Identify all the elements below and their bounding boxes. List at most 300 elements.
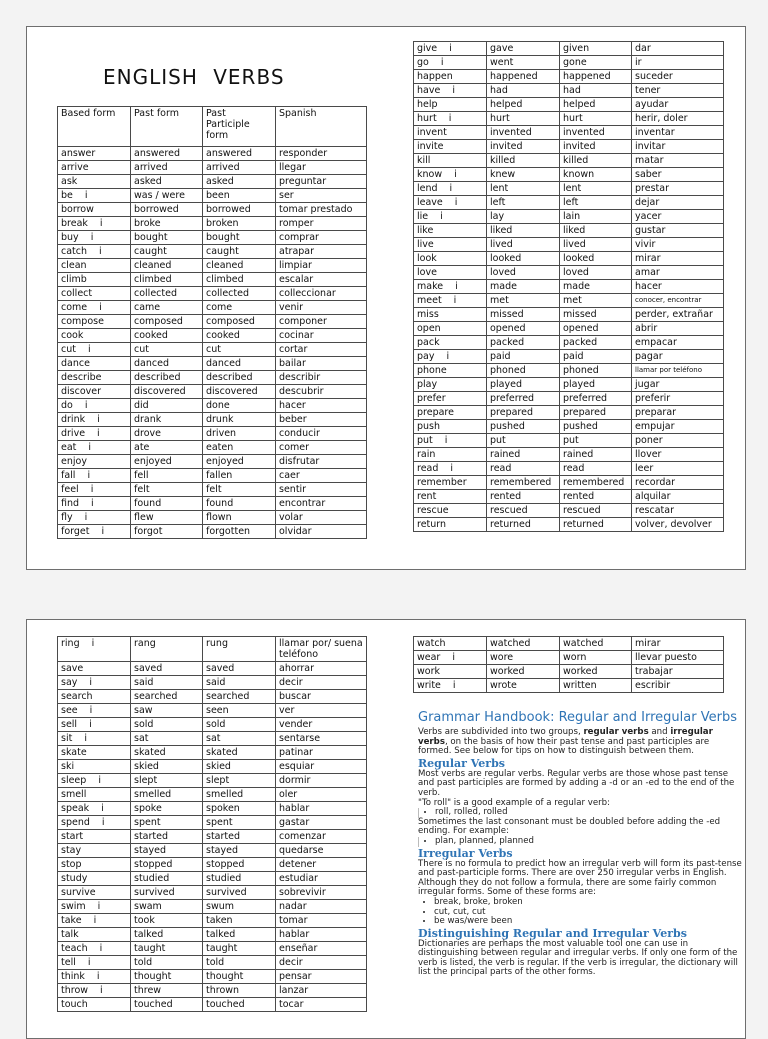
cell-base-form bbox=[58, 343, 131, 357]
cell-past-form: rained bbox=[487, 448, 560, 462]
cell-base-form bbox=[58, 830, 131, 844]
table-row bbox=[414, 140, 724, 154]
document-page-1 bbox=[26, 26, 746, 570]
cell-spanish: dar bbox=[632, 42, 724, 56]
irregular-marker: i bbox=[453, 295, 457, 306]
verb-base-text: drink bbox=[61, 414, 86, 425]
cell-past-participle: enjoyed bbox=[203, 455, 276, 469]
verb-base-text: swim bbox=[61, 901, 86, 912]
cell-base-form bbox=[414, 336, 487, 350]
cell-past-form: preferred bbox=[487, 392, 560, 406]
cell-spanish: ser bbox=[276, 189, 367, 203]
cell-past-form: left bbox=[487, 196, 560, 210]
cell-past-participle: pushed bbox=[560, 420, 632, 434]
cell-base-form bbox=[414, 252, 487, 266]
cell-spanish: trabajar bbox=[632, 665, 724, 679]
cell-past-participle: lain bbox=[560, 210, 632, 224]
cell-past-form: searched bbox=[131, 690, 203, 704]
cell-spanish: olvidar bbox=[276, 525, 367, 539]
verb-base-text: break bbox=[61, 218, 88, 229]
table-row bbox=[414, 406, 724, 420]
cell-spanish: oler bbox=[276, 788, 367, 802]
cell-past-participle: worked bbox=[560, 665, 632, 679]
header-spanish: Spanish bbox=[276, 107, 367, 147]
cell-spanish: cortar bbox=[276, 343, 367, 357]
cell-past-participle: lent bbox=[560, 182, 632, 196]
intro-text: Verbs are subdivided into two groups, bbox=[418, 727, 584, 737]
cell-past-participle: felt bbox=[203, 483, 276, 497]
cell-base-form bbox=[58, 746, 131, 760]
cell-past-form: composed bbox=[131, 315, 203, 329]
verb-base-text: help bbox=[417, 99, 438, 110]
table-row bbox=[414, 308, 724, 322]
verb-base-text: give bbox=[417, 43, 438, 54]
cell-past-participle: played bbox=[560, 378, 632, 392]
irregular-verbs-text: There is no formula to predict how an irregular verb will form its past-tense and past-participle forms. There are over 250 irregular verbs in English. Although they do not follow a formula, there are some fairly common irregular forms. Some of these forms are: bbox=[418, 858, 742, 898]
cell-past-participle: put bbox=[560, 434, 632, 448]
table-row bbox=[58, 984, 367, 998]
cell-past-form: played bbox=[487, 378, 560, 392]
table-row bbox=[58, 844, 367, 858]
table-row bbox=[414, 42, 724, 56]
irregular-marker: i bbox=[101, 817, 105, 828]
cell-base-form bbox=[414, 637, 487, 651]
cell-base-form bbox=[414, 126, 487, 140]
cell-past-form: bought bbox=[131, 231, 203, 245]
cell-past-form: lay bbox=[487, 210, 560, 224]
cell-base-form bbox=[414, 140, 487, 154]
cell-spanish: prestar bbox=[632, 182, 724, 196]
cell-past-participle: taken bbox=[203, 914, 276, 928]
irregular-marker: i bbox=[88, 442, 92, 453]
verb-base-text: rescue bbox=[417, 505, 449, 516]
table-row bbox=[58, 469, 367, 483]
cell-past-participle: cleaned bbox=[203, 259, 276, 273]
cell-past-form: put bbox=[487, 434, 560, 448]
table-row bbox=[414, 462, 724, 476]
irregular-marker: i bbox=[97, 428, 100, 439]
cell-past-participle: survived bbox=[203, 886, 276, 900]
cell-past-form: opened bbox=[487, 322, 560, 336]
cell-base-form bbox=[414, 266, 487, 280]
page-title: ENGLISH VERBS bbox=[103, 65, 285, 89]
irregular-marker: i bbox=[89, 719, 92, 730]
cell-spanish: amar bbox=[632, 266, 724, 280]
cell-base-form bbox=[58, 427, 131, 441]
cell-spanish: tomar prestado bbox=[276, 203, 367, 217]
cell-past-form: helped bbox=[487, 98, 560, 112]
table-row bbox=[58, 872, 367, 886]
cell-past-form: packed bbox=[487, 336, 560, 350]
cell-past-form: studied bbox=[131, 872, 203, 886]
cell-past-form: looked bbox=[487, 252, 560, 266]
cell-past-form: felt bbox=[131, 483, 203, 497]
cell-past-participle: caught bbox=[203, 245, 276, 259]
header-based-form: Based form bbox=[58, 107, 131, 147]
cell-past-participle: composed bbox=[203, 315, 276, 329]
cell-spanish: romper bbox=[276, 217, 367, 231]
cell-past-form: broke bbox=[131, 217, 203, 231]
table-row bbox=[58, 315, 367, 329]
cell-past-form: enjoyed bbox=[131, 455, 203, 469]
cell-spanish: estudiar bbox=[276, 872, 367, 886]
cell-spanish: empujar bbox=[632, 420, 724, 434]
cell-past-participle: helped bbox=[560, 98, 632, 112]
cell-past-form: taught bbox=[131, 942, 203, 956]
verb-base-text: sell bbox=[61, 719, 78, 730]
cell-base-form bbox=[58, 357, 131, 371]
cell-past-participle: phoned bbox=[560, 364, 632, 378]
cell-spanish: venir bbox=[276, 301, 367, 315]
cell-base-form bbox=[414, 196, 487, 210]
cell-base-form bbox=[414, 420, 487, 434]
table-row bbox=[58, 746, 367, 760]
cell-past-participle: borrowed bbox=[203, 203, 276, 217]
table-row bbox=[414, 280, 724, 294]
cell-past-participle: made bbox=[560, 280, 632, 294]
cell-spanish: caer bbox=[276, 469, 367, 483]
verb-base-text: stop bbox=[61, 859, 82, 870]
cell-past-participle: remembered bbox=[560, 476, 632, 490]
cell-spanish: bailar bbox=[276, 357, 367, 371]
cell-base-form bbox=[58, 718, 131, 732]
verb-base-text: invent bbox=[417, 127, 447, 138]
cell-past-participle: thrown bbox=[203, 984, 276, 998]
irregular-marker: i bbox=[91, 498, 94, 509]
verb-base-text: speak bbox=[61, 803, 90, 814]
cell-past-form: paid bbox=[487, 350, 560, 364]
cell-spanish: sentir bbox=[276, 483, 367, 497]
cell-past-form: sold bbox=[131, 718, 203, 732]
cell-past-form: spoke bbox=[131, 802, 203, 816]
cell-spanish: preparar bbox=[632, 406, 724, 420]
table-row bbox=[58, 441, 367, 455]
cell-past-form: described bbox=[131, 371, 203, 385]
cell-spanish: escalar bbox=[276, 273, 367, 287]
verb-base-text: live bbox=[417, 239, 434, 250]
table-row bbox=[58, 704, 367, 718]
header-past-participle: Past Participle form bbox=[203, 107, 276, 147]
irregular-marker: i bbox=[449, 183, 453, 194]
cell-past-participle: cut bbox=[203, 343, 276, 357]
cell-spanish: disfrutar bbox=[276, 455, 367, 469]
cell-past-participle: taught bbox=[203, 942, 276, 956]
verb-base-text: return bbox=[417, 519, 447, 530]
cell-spanish: sentarse bbox=[276, 732, 367, 746]
verb-base-text: touch bbox=[61, 999, 88, 1010]
cell-base-form bbox=[414, 434, 487, 448]
irregular-marker: i bbox=[84, 733, 87, 744]
cell-base-form bbox=[414, 679, 487, 693]
cell-past-participle: told bbox=[203, 956, 276, 970]
cell-base-form bbox=[414, 378, 487, 392]
table-row bbox=[414, 476, 724, 490]
irregular-marker: i bbox=[450, 463, 454, 474]
irregular-marker: i bbox=[84, 512, 88, 523]
cell-past-participle: started bbox=[203, 830, 276, 844]
cell-past-form: touched bbox=[131, 998, 203, 1012]
table-row bbox=[58, 371, 367, 385]
cell-spanish: perder, extrañar bbox=[632, 308, 724, 322]
irregular-marker: i bbox=[87, 957, 91, 968]
irregular-marker: i bbox=[101, 803, 104, 814]
irregular-marker: i bbox=[452, 652, 455, 663]
cell-spanish: comprar bbox=[276, 231, 367, 245]
cell-spanish: llover bbox=[632, 448, 724, 462]
table-row bbox=[58, 886, 367, 900]
cell-past-form: wrote bbox=[487, 679, 560, 693]
table-row bbox=[58, 760, 367, 774]
verb-base-text: save bbox=[61, 663, 84, 674]
cell-spanish: vender bbox=[276, 718, 367, 732]
verb-base-text: find bbox=[61, 498, 80, 509]
cell-past-form: knew bbox=[487, 168, 560, 182]
irregular-marker: i bbox=[454, 197, 458, 208]
verb-base-text: climb bbox=[61, 274, 87, 285]
intro-text: and bbox=[648, 727, 671, 737]
table-row bbox=[58, 525, 367, 539]
cell-past-participle: invited bbox=[560, 140, 632, 154]
cell-spanish: abrir bbox=[632, 322, 724, 336]
cell-spanish: alquilar bbox=[632, 490, 724, 504]
table-row bbox=[58, 690, 367, 704]
verb-base-text: pack bbox=[417, 337, 440, 348]
cell-past-form: hurt bbox=[487, 112, 560, 126]
cell-base-form bbox=[414, 504, 487, 518]
irregular-marker: i bbox=[91, 638, 95, 649]
verb-base-text: put bbox=[417, 435, 433, 446]
verb-base-text: write bbox=[417, 680, 441, 691]
table-row bbox=[414, 665, 724, 679]
cell-past-participle: sold bbox=[203, 718, 276, 732]
cell-past-participle: described bbox=[203, 371, 276, 385]
table-row bbox=[58, 287, 367, 301]
cell-past-participle: collected bbox=[203, 287, 276, 301]
cell-past-participle: rented bbox=[560, 490, 632, 504]
cell-past-participle: touched bbox=[203, 998, 276, 1012]
cell-base-form bbox=[414, 168, 487, 182]
cell-past-participle: rung bbox=[203, 637, 276, 662]
irregular-marker: i bbox=[448, 113, 452, 124]
cell-past-form: discovered bbox=[131, 385, 203, 399]
verb-base-text: think bbox=[61, 971, 85, 982]
table-row bbox=[58, 956, 367, 970]
cell-spanish: llegar bbox=[276, 161, 367, 175]
verb-base-text: push bbox=[417, 421, 441, 432]
cell-base-form bbox=[58, 998, 131, 1012]
table-row bbox=[414, 70, 724, 84]
cell-past-participle: known bbox=[560, 168, 632, 182]
cell-past-form: talked bbox=[131, 928, 203, 942]
table-row bbox=[58, 676, 367, 690]
irregular-marker: i bbox=[87, 344, 91, 355]
cell-spanish: colleccionar bbox=[276, 287, 367, 301]
cell-past-participle: thought bbox=[203, 970, 276, 984]
document-page-2 bbox=[26, 619, 746, 1039]
table-row bbox=[414, 168, 724, 182]
cell-base-form bbox=[414, 350, 487, 364]
cell-base-form bbox=[58, 217, 131, 231]
verb-base-text: prepare bbox=[417, 407, 454, 418]
table-row bbox=[58, 413, 367, 427]
table-row bbox=[58, 357, 367, 371]
cell-past-participle: opened bbox=[560, 322, 632, 336]
cell-spanish: conocer, encontrar bbox=[632, 294, 724, 308]
cell-past-form: made bbox=[487, 280, 560, 294]
cell-past-form: phoned bbox=[487, 364, 560, 378]
table-row bbox=[58, 245, 367, 259]
table-row bbox=[414, 294, 724, 308]
cell-base-form bbox=[58, 816, 131, 830]
cell-spanish: vivir bbox=[632, 238, 724, 252]
cell-base-form bbox=[58, 287, 131, 301]
cell-base-form bbox=[58, 886, 131, 900]
cell-past-form: slept bbox=[131, 774, 203, 788]
cell-past-form: saved bbox=[131, 662, 203, 676]
verb-base-text: ring bbox=[61, 638, 80, 649]
table-row bbox=[58, 732, 367, 746]
verb-base-text: clean bbox=[61, 260, 87, 271]
cell-base-form bbox=[414, 476, 487, 490]
cell-past-participle: bought bbox=[203, 231, 276, 245]
table-row bbox=[58, 329, 367, 343]
table-row bbox=[414, 126, 724, 140]
cell-spanish: patinar bbox=[276, 746, 367, 760]
table-row bbox=[414, 490, 724, 504]
cell-spanish: sobrevivir bbox=[276, 886, 367, 900]
distinguishing-text: Dictionaries are perhaps the most valuable tool one can use in distinguishing between regular and irregular verbs. If only one form of the verb is listed, the verb is regular. If the verb is irregular, the dictionary will list the principal parts of the other forms. bbox=[418, 938, 738, 978]
cell-past-participle: liked bbox=[560, 224, 632, 238]
cell-spanish: componer bbox=[276, 315, 367, 329]
cell-base-form bbox=[58, 732, 131, 746]
verb-base-text: take bbox=[61, 915, 82, 926]
cell-spanish: matar bbox=[632, 154, 724, 168]
verb-base-text: talk bbox=[61, 929, 79, 940]
cell-past-form: forgot bbox=[131, 525, 203, 539]
cell-spanish: tocar bbox=[276, 998, 367, 1012]
cell-spanish: jugar bbox=[632, 378, 724, 392]
table-row bbox=[58, 774, 367, 788]
verb-base-text: invite bbox=[417, 141, 444, 152]
cell-past-form: caught bbox=[131, 245, 203, 259]
cell-past-form: went bbox=[487, 56, 560, 70]
cell-past-form: danced bbox=[131, 357, 203, 371]
cell-base-form bbox=[414, 294, 487, 308]
cell-past-participle: lived bbox=[560, 238, 632, 252]
cell-past-form: invited bbox=[487, 140, 560, 154]
verb-base-text: fall bbox=[61, 470, 76, 481]
cell-base-form bbox=[58, 259, 131, 273]
verbs-table-w bbox=[413, 636, 724, 693]
cell-spanish: detener bbox=[276, 858, 367, 872]
cell-base-form bbox=[58, 662, 131, 676]
table-row bbox=[58, 900, 367, 914]
irregular-marker: i bbox=[97, 414, 100, 425]
cell-past-form: cut bbox=[131, 343, 203, 357]
cell-past-participle: looked bbox=[560, 252, 632, 266]
verb-base-text: watch bbox=[417, 638, 446, 649]
cell-past-form: answered bbox=[131, 147, 203, 161]
cell-past-form: rang bbox=[131, 637, 203, 662]
irregular-marker: i bbox=[90, 484, 94, 495]
cell-base-form bbox=[58, 844, 131, 858]
cell-spanish: poner bbox=[632, 434, 724, 448]
verb-base-text: miss bbox=[417, 309, 439, 320]
table-row bbox=[58, 203, 367, 217]
table-row bbox=[414, 154, 724, 168]
cell-base-form bbox=[414, 364, 487, 378]
verb-base-text: study bbox=[61, 873, 88, 884]
cell-past-form: survived bbox=[131, 886, 203, 900]
header-past-form: Past form bbox=[131, 107, 203, 147]
cell-base-form bbox=[58, 914, 131, 928]
verb-base-text: hurt bbox=[417, 113, 437, 124]
double-consonant-text: Sometimes the last consonant must be doubled before adding the -ed ending. For example: bbox=[418, 816, 721, 837]
cell-past-participle: prepared bbox=[560, 406, 632, 420]
verb-base-text: make bbox=[417, 281, 444, 292]
cell-past-form: liked bbox=[487, 224, 560, 238]
cell-base-form bbox=[414, 98, 487, 112]
cell-past-participle: read bbox=[560, 462, 632, 476]
cell-past-participle: drunk bbox=[203, 413, 276, 427]
irregular-marker: i bbox=[87, 470, 91, 481]
irregular-marker: i bbox=[84, 190, 88, 201]
table-row bbox=[58, 914, 367, 928]
cell-past-form: climbed bbox=[131, 273, 203, 287]
regular-verbs-text: Most verbs are regular verbs. Regular verbs are those whose past tense and past participles are formed by adding a -d or an -ed to the end of the verb. bbox=[418, 768, 735, 798]
cell-past-form: thought bbox=[131, 970, 203, 984]
cell-base-form bbox=[58, 385, 131, 399]
verb-base-text: remember bbox=[417, 477, 467, 488]
cell-spanish: nadar bbox=[276, 900, 367, 914]
irregular-marker: i bbox=[444, 435, 448, 446]
grammar-handbook bbox=[418, 710, 744, 978]
cell-past-participle: missed bbox=[560, 308, 632, 322]
cell-base-form bbox=[58, 858, 131, 872]
cell-spanish: mirar bbox=[632, 252, 724, 266]
cell-base-form bbox=[58, 189, 131, 203]
table-row bbox=[58, 301, 367, 315]
intro-text: , on the basis of how their past tense and past participles are formed. See below for tips on how to distinguish between them. bbox=[418, 736, 710, 757]
table-row bbox=[414, 224, 724, 238]
cell-base-form bbox=[414, 406, 487, 420]
cell-base-form bbox=[414, 462, 487, 476]
cell-base-form bbox=[414, 238, 487, 252]
cell-past-participle: sat bbox=[203, 732, 276, 746]
cell-base-form bbox=[58, 760, 131, 774]
cell-past-participle: loved bbox=[560, 266, 632, 280]
cell-spanish: llamar por/ suena teléfono bbox=[276, 637, 367, 662]
cell-past-participle: driven bbox=[203, 427, 276, 441]
verb-base-text: wear bbox=[417, 652, 441, 663]
regular-example-intro: "To roll" is a good example of a regular verb: bbox=[418, 797, 610, 808]
cell-past-participle: spoken bbox=[203, 802, 276, 816]
cell-base-form bbox=[58, 900, 131, 914]
verb-base-text: know bbox=[417, 169, 443, 180]
irregular-marker: i bbox=[93, 915, 97, 926]
cell-spanish: pagar bbox=[632, 350, 724, 364]
cell-past-participle: hurt bbox=[560, 112, 632, 126]
cell-past-participle: swum bbox=[203, 900, 276, 914]
cell-past-participle: fallen bbox=[203, 469, 276, 483]
table-row bbox=[414, 252, 724, 266]
irregular-marker: i bbox=[97, 901, 101, 912]
cell-spanish: hacer bbox=[632, 280, 724, 294]
cell-base-form bbox=[414, 112, 487, 126]
cell-base-form bbox=[414, 56, 487, 70]
cell-spanish: tomar bbox=[276, 914, 367, 928]
verb-base-text: discover bbox=[61, 386, 102, 397]
